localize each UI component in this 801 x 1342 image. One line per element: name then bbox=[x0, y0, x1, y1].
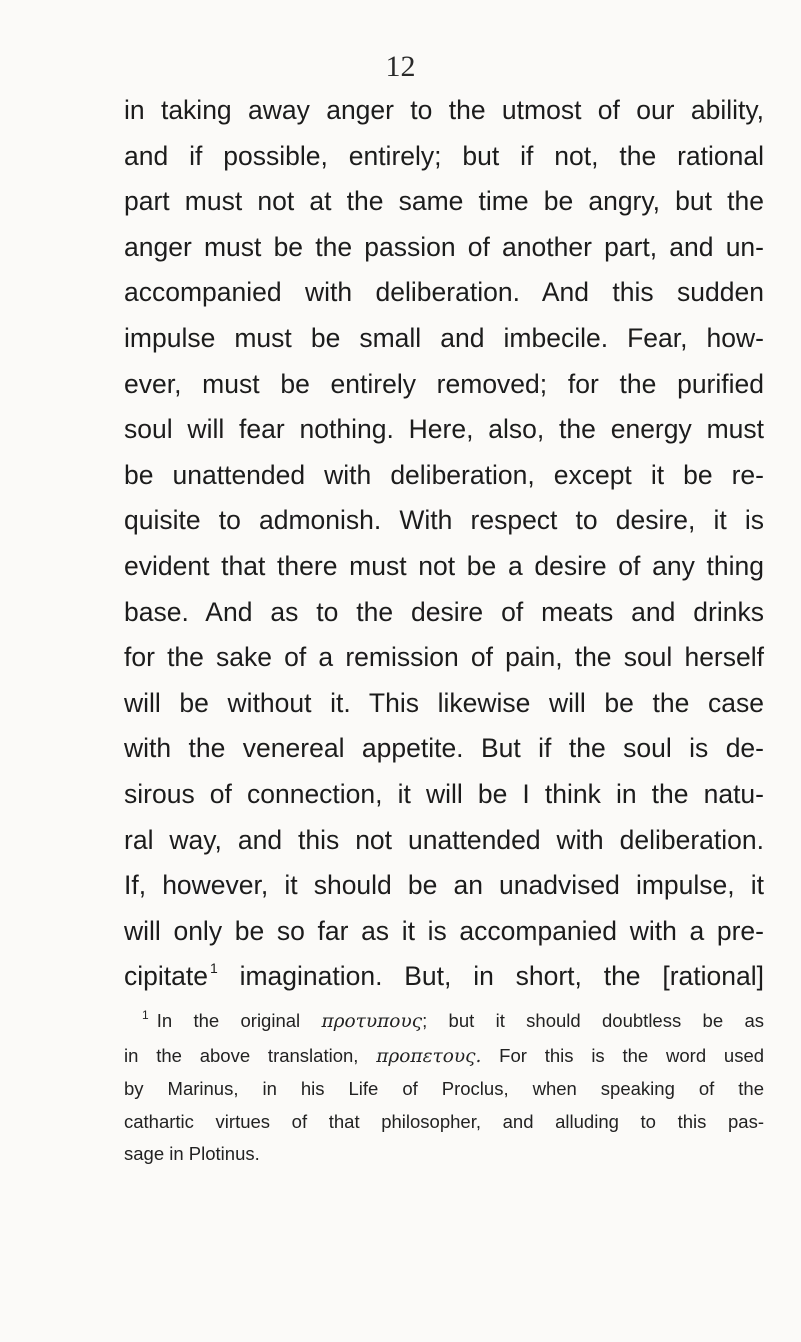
body-line: will only be so far as it is accompanied with a pre- bbox=[124, 915, 764, 946]
body-line: accompanied with deliberation. And this sudden bbox=[124, 277, 764, 308]
greek-word: προπετους. bbox=[376, 1045, 482, 1067]
body-line: and if possible, entirely; but if not, the rational bbox=[124, 140, 764, 171]
body-line: ever, must be entirely removed; for the purified bbox=[124, 368, 764, 399]
body-line: ral way, and this not unattended with deliberation. bbox=[124, 824, 764, 855]
body-text bbox=[124, 88, 764, 1004]
body-line: for the sake of a remission of pain, the soul herself bbox=[124, 642, 764, 673]
footnote-line: by Marinus, in his Life of Proclus, when speaking of the bbox=[124, 1078, 764, 1099]
footnote-line bbox=[124, 1040, 764, 1074]
footnote-number: 1 bbox=[142, 1008, 149, 1022]
body-line-last-start: cipitate bbox=[124, 961, 208, 992]
body-line: will be without it. This likewise will be the case bbox=[124, 687, 764, 718]
footnote bbox=[124, 1005, 764, 1171]
body-line: with the venereal appetite. But if the soul is de- bbox=[124, 733, 764, 764]
footnote-text: in the above translation, bbox=[124, 1044, 359, 1066]
body-line-last-end: imagination. But, in short, the [rational] bbox=[217, 961, 764, 992]
footnote-text: In the original bbox=[156, 1010, 301, 1031]
body-line: base. And as to the desire of meats and drinks bbox=[124, 596, 764, 627]
body-line: in taking away anger to the utmost of our ability, bbox=[124, 95, 764, 125]
body-line: be unattended with deliberation, except it be re- bbox=[124, 459, 764, 490]
page-number: 12 bbox=[385, 50, 416, 83]
body-line: part must not at the same time be angry, but the bbox=[124, 186, 764, 217]
body-line: If, however, it should be an unadvised impulse, it bbox=[124, 870, 764, 901]
footnote-reference-mark: 1 bbox=[209, 960, 218, 977]
body-line: sirous of connection, it will be I think in the natu- bbox=[124, 778, 764, 809]
footnote-text: ; but it should doubtless be as bbox=[422, 1010, 765, 1031]
body-line: evident that there must not be a desire of any thing bbox=[124, 550, 764, 581]
footnote-line: sage in Plotinus. bbox=[124, 1143, 260, 1164]
body-line: anger must be the passion of another part, and un- bbox=[124, 231, 764, 262]
footnote-line: cathartic virtues of that philosopher, and alluding to this pas- bbox=[124, 1110, 764, 1132]
body-line: impulse must be small and imbecile. Fear, how- bbox=[124, 322, 764, 353]
body-line: quisite to admonish. With respect to desire, it is bbox=[124, 505, 764, 536]
greek-word: προτυπους bbox=[321, 1011, 423, 1032]
body-line-last bbox=[124, 954, 764, 1004]
footnote-line bbox=[124, 1005, 764, 1040]
footnote-text: For this is the word used bbox=[481, 1044, 765, 1066]
body-line: soul will fear nothing. Here, also, the energy must bbox=[124, 414, 764, 445]
